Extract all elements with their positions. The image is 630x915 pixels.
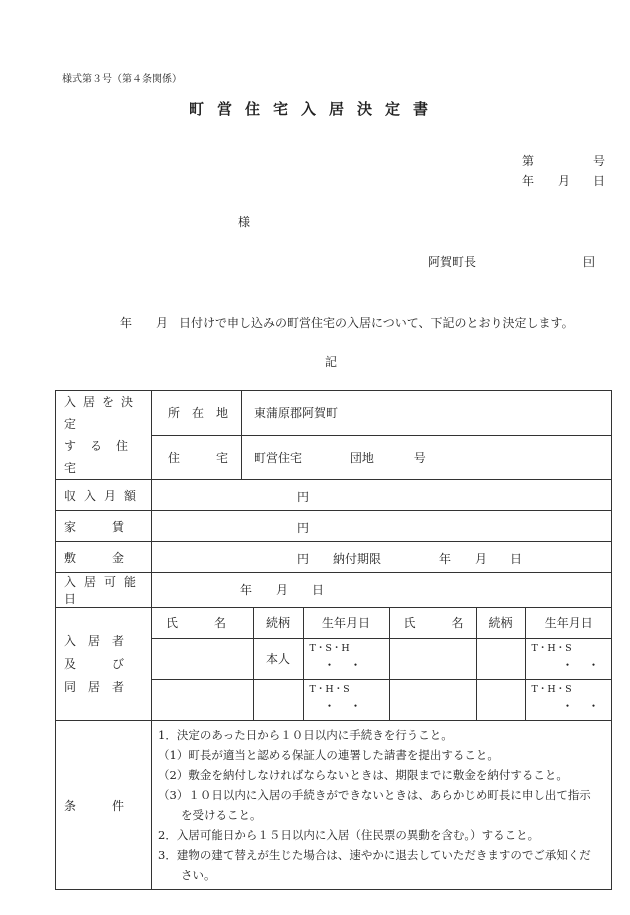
condition-item: （2）敷金を納付しなければならないときは、期限までに敷金を納付すること。: [158, 768, 568, 782]
decision-table: [55, 390, 612, 890]
residence-label: 住 宅: [152, 435, 242, 480]
condition-item: （1）町長が適当と認める保証人の連署した請書を提出すること。: [158, 748, 499, 762]
residence-value-2: 団地: [349, 450, 374, 465]
condition-item: （3）１０日以内に入居の手続きができないときは、あらかじめ町長に申し出て指示: [158, 788, 591, 802]
occupants-label-line2: 及 び: [64, 656, 125, 671]
residence-value-3: 号: [413, 450, 426, 465]
rent-label: 家 賃: [56, 511, 152, 542]
movein-year: 年: [240, 583, 253, 597]
occupant-name-cell-3: [152, 679, 253, 720]
occupant-birth-cell: [303, 638, 389, 679]
occupant-relation-cell-2: [476, 638, 525, 679]
deposit-deadline-label: 納付期限: [333, 552, 382, 566]
income-value: [152, 480, 612, 511]
occupant-birth-cell-4: [525, 679, 612, 720]
location-value: 東蒲原郡阿賀町: [242, 391, 612, 436]
occupant-name-cell-2: [389, 638, 476, 679]
occupant-relation-cell-3: [253, 679, 303, 720]
housing-label: [56, 391, 152, 480]
condition-item: 1．決定のあった日から１０日以内に手続きを行うこと。: [158, 728, 453, 742]
doc-number-suffix: 号: [593, 154, 606, 168]
col-name-header: 氏 名: [152, 608, 253, 638]
income-yen: 円: [297, 490, 310, 504]
col-name-header-2: 氏 名: [389, 608, 476, 638]
body-year: 年: [120, 316, 133, 330]
birth-date-dots: ・・: [323, 657, 376, 672]
condition-item: を受けること。: [158, 808, 262, 822]
occupants-label: [56, 608, 152, 721]
occupant-name-cell-4: [389, 679, 476, 720]
deposit-year: 年: [439, 552, 452, 566]
birth-date-dots: ・・: [323, 698, 376, 713]
movein-label: 入居可能日: [56, 573, 152, 608]
birth-date-dots: ・・: [561, 698, 614, 713]
rent-value: [152, 511, 612, 542]
occupant-relation-cell: 本人: [253, 638, 303, 679]
body-month: 月: [156, 316, 169, 330]
location-label: 所 在 地: [152, 391, 242, 436]
conditions-list: [152, 721, 612, 890]
date-year: 年: [522, 174, 535, 188]
col-relation-header-2: 続柄: [476, 608, 525, 638]
condition-item: さい。: [158, 868, 216, 882]
conditions-label: 条 件: [56, 721, 152, 890]
body-text: 日付けで申し込みの町営住宅の入居について、下記のとおり決定します。: [179, 316, 574, 330]
deposit-day: 日: [510, 552, 523, 566]
doc-number-prefix: 第: [522, 154, 535, 168]
form-number: 様式第３号（第４条関係）: [62, 74, 182, 85]
deposit-label: 敷 金: [56, 542, 152, 573]
recipient-suffix: 様: [238, 215, 251, 229]
col-birth-header-2: 生年月日: [525, 608, 612, 638]
occupants-label-line1: 入 居 者: [64, 633, 125, 648]
rent-yen: 円: [297, 521, 310, 535]
date-day: 日: [593, 174, 606, 188]
seal-mark: 囙: [583, 255, 596, 269]
occupants-grid: [152, 608, 612, 721]
deposit-value: [152, 542, 612, 573]
era-options: T・H・S: [531, 683, 572, 695]
income-label: 収入月額: [56, 480, 152, 511]
occupant-name-cell: [152, 638, 253, 679]
residence-value: [242, 435, 612, 480]
housing-label-line1: 入居を決定: [64, 395, 141, 431]
movein-day: 日: [312, 583, 325, 597]
occupant-birth-cell-2: [525, 638, 612, 679]
issuer-name: 阿賀町長: [428, 255, 477, 269]
condition-item: 3．建物の建て替えが生じた場合は、速やかに退去していただきますのでご承知くだ: [158, 848, 591, 862]
page-title: 町営住宅入居決定書: [188, 100, 441, 118]
residence-value-1: 町営住宅: [254, 450, 303, 465]
era-options: T・S・H: [309, 642, 350, 654]
birth-date-dots: ・・: [561, 657, 614, 672]
occupants-label-line3: 同 居 者: [64, 679, 125, 694]
era-options: T・H・S: [309, 683, 350, 695]
housing-label-line2: する住宅: [64, 439, 143, 475]
ki-mark: 記: [325, 355, 338, 369]
occupant-birth-cell-3: [303, 679, 389, 720]
date-month: 月: [558, 174, 571, 188]
occupants-table: [152, 608, 612, 720]
movein-value: [152, 573, 612, 608]
occupant-relation-cell-4: [476, 679, 525, 720]
deposit-yen: 円: [297, 552, 310, 566]
col-birth-header: 生年月日: [303, 608, 389, 638]
deposit-month: 月: [475, 552, 488, 566]
condition-item: 2．入居可能日から１５日以内に入居（住民票の異動を含む。）すること。: [158, 828, 540, 842]
col-relation-header: 続柄: [253, 608, 303, 638]
era-options: T・H・S: [531, 642, 572, 654]
movein-month: 月: [276, 583, 289, 597]
